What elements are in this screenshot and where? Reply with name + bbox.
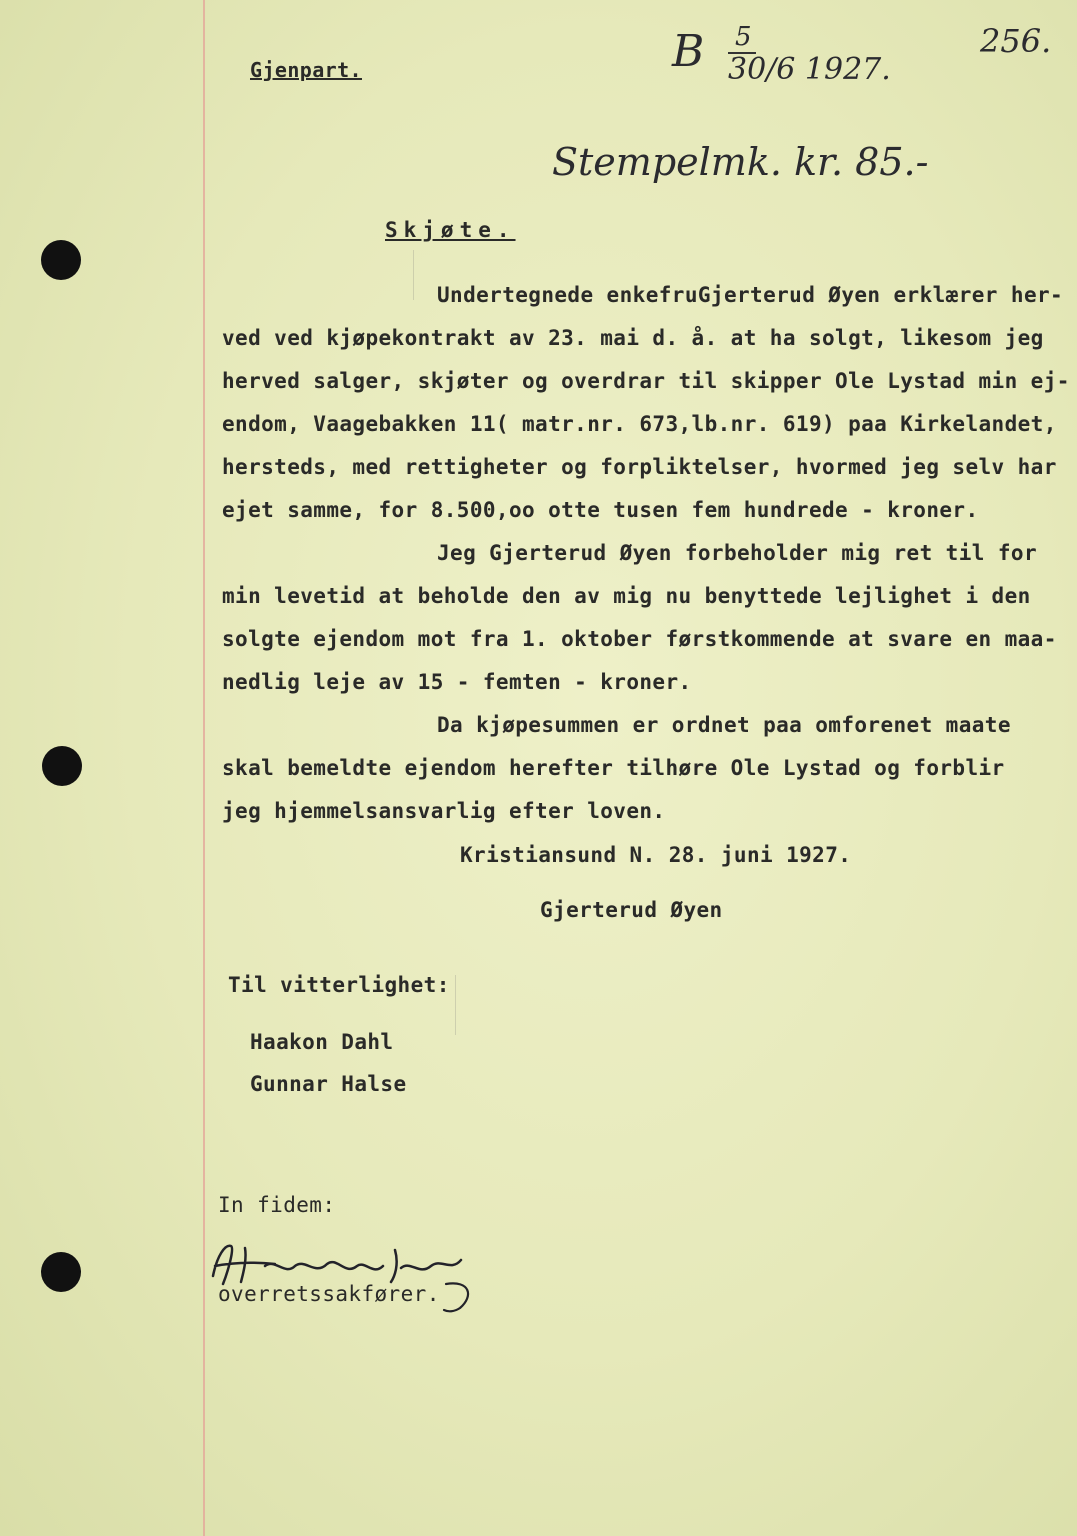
body-line: jeg hjemmelsansvarlig efter loven. <box>222 799 666 823</box>
stamp-duty-note: Stempelmk. kr. 85.- <box>552 140 929 184</box>
body-line: Undertegnede enkefruGjerterud Øyen erklærer her- <box>437 283 1064 307</box>
body-line: min levetid at beholde den av mig nu benyttede lejlighet i den <box>222 584 1031 608</box>
paper-crease <box>455 975 456 1035</box>
page-number: 256. <box>980 22 1052 60</box>
body-line: Jeg Gjerterud Øyen forbeholder mig ret til for <box>437 541 1037 565</box>
body-line: Da kjøpesummen er ordnet paa omforenet maate <box>437 713 1011 737</box>
copy-label: Gjenpart. <box>250 58 362 82</box>
attest-heading: In fidem: <box>218 1193 336 1217</box>
body-line: skal bemeldte ejendom herefter tilhøre Ole Lystad og forblir <box>222 756 1005 780</box>
signature-flourish <box>440 1276 480 1316</box>
body-line: hersteds, med rettigheter og forpliktelser, hvormed jeg selv har <box>222 455 1057 479</box>
margin-rule <box>203 0 205 1536</box>
body-line: ejet samme, for 8.500,oo otte tusen fem hundrede - kroner. <box>222 498 979 522</box>
register-number: 5 <box>735 22 752 52</box>
punch-hole-middle <box>42 746 82 786</box>
body-line: solgte ejendom mot fra 1. oktober førstkommende at svare en maa- <box>222 627 1057 651</box>
attest-title: overretssakfører. <box>218 1282 440 1306</box>
register-letter: B <box>672 26 705 77</box>
punch-hole-top <box>41 240 81 280</box>
signer-name: Gjerterud Øyen <box>540 898 723 922</box>
paper-crease <box>413 250 414 300</box>
body-line: endom, Vaagebakken 11( matr.nr. 673,lb.nr. 619) paa Kirkelandet, <box>222 412 1057 436</box>
place-date: Kristiansund N. 28. juni 1927. <box>460 843 852 867</box>
punch-hole-bottom <box>41 1252 81 1292</box>
body-line: nedlig leje av 15 - femten - kroner. <box>222 670 692 694</box>
register-date: 30/6 1927. <box>728 52 891 87</box>
witness-name: Haakon Dahl <box>250 1030 394 1054</box>
document-title: Skjøte. <box>385 218 516 242</box>
body-line: herved salger, skjøter og overdrar til skipper Ole Lystad min ej- <box>222 369 1070 393</box>
witness-name: Gunnar Halse <box>250 1072 407 1096</box>
body-line: ved ved kjøpekontrakt av 23. mai d. å. at ha solgt, likesom jeg <box>222 326 1044 350</box>
witness-heading: Til vitterlighet: <box>228 973 450 997</box>
